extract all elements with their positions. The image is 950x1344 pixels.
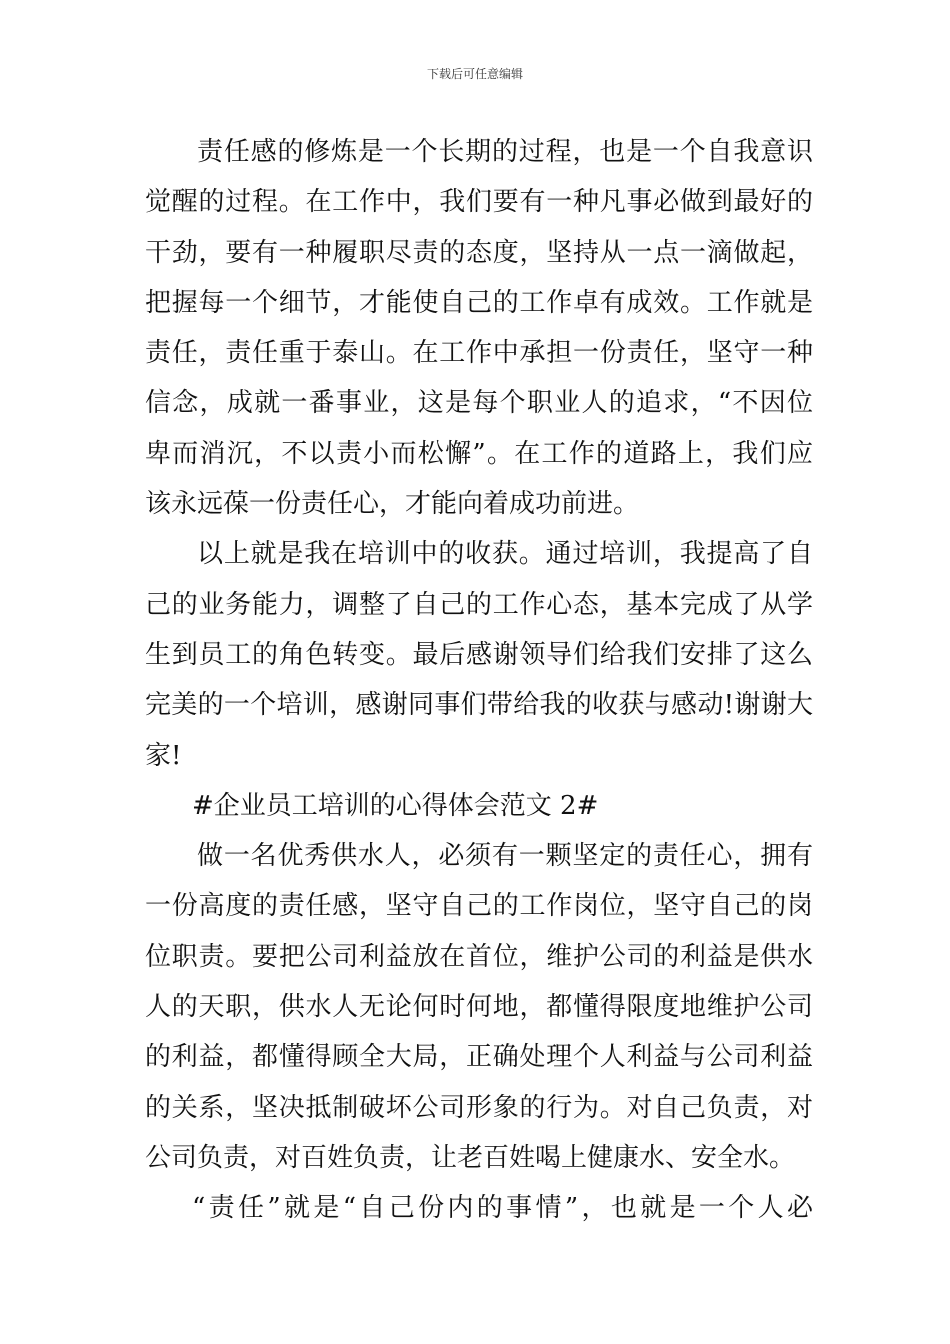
document-body (145, 127, 813, 1234)
body-line: 该永远葆一份责任心，才能向着成功前进。 (145, 489, 640, 520)
body-line: 做一名优秀供水人，必须有一颗坚定的责任心，拥有 (197, 841, 813, 872)
body-line: 公司负责，对百姓负责，让老百姓喝上健康水、安全水。 (145, 1142, 796, 1173)
body-line: 觉醒的过程。在工作中，我们要有一种凡事必做到最好的 (145, 187, 813, 218)
body-line: 信念，成就一番事业，这是每个职业人的追求，“不因位 (145, 388, 813, 419)
section-heading: #企业员工培训的心得体会范文 2# (192, 790, 599, 821)
body-line: 家! (145, 740, 182, 771)
body-line: 的关系，坚决抵制破坏公司形象的行为。对自己负责，对 (145, 1092, 813, 1123)
body-line: 位职责。要把公司利益放在首位，维护公司的利益是供水 (145, 941, 813, 972)
header-note: 下载后可任意编辑 (426, 67, 523, 81)
body-line: 干劲，要有一种履职尽责的态度，坚持从一点一滴做起， (145, 237, 813, 268)
body-line: 生到员工的角色转变。最后感谢领导们给我们安排了这么 (145, 639, 813, 670)
body-line: 以上就是我在培训中的收获。通过培训，我提高了自 (197, 539, 813, 570)
body-line: 卑而消沉，不以责小而松懈”。在工作的道路上，我们应 (145, 438, 813, 469)
body-line: 己的业务能力，调整了自己的工作心态，基本完成了从学 (145, 589, 813, 620)
body-line: 人的天职，供水人无论何时何地，都懂得限度地维护公司 (145, 992, 813, 1023)
body-line: 责任，责任重于泰山。在工作中承担一份责任，坚守一种 (145, 338, 813, 369)
body-line: “责任”就是“自己份内的事情”，也就是一个人必 (192, 1193, 813, 1224)
body-line: 完美的一个培训，感谢同事们带给我的收获与感动!谢谢大 (145, 690, 813, 721)
body-line: 把握每一个细节，才能使自己的工作卓有成效。工作就是 (145, 287, 813, 318)
body-line: 一份高度的责任感，坚守自己的工作岗位，坚守自己的岗 (145, 891, 813, 922)
body-line: 的利益，都懂得顾全大局，正确处理个人利益与公司利益 (145, 1042, 813, 1073)
body-line: 责任感的修炼是一个长期的过程，也是一个自我意识 (197, 137, 813, 167)
